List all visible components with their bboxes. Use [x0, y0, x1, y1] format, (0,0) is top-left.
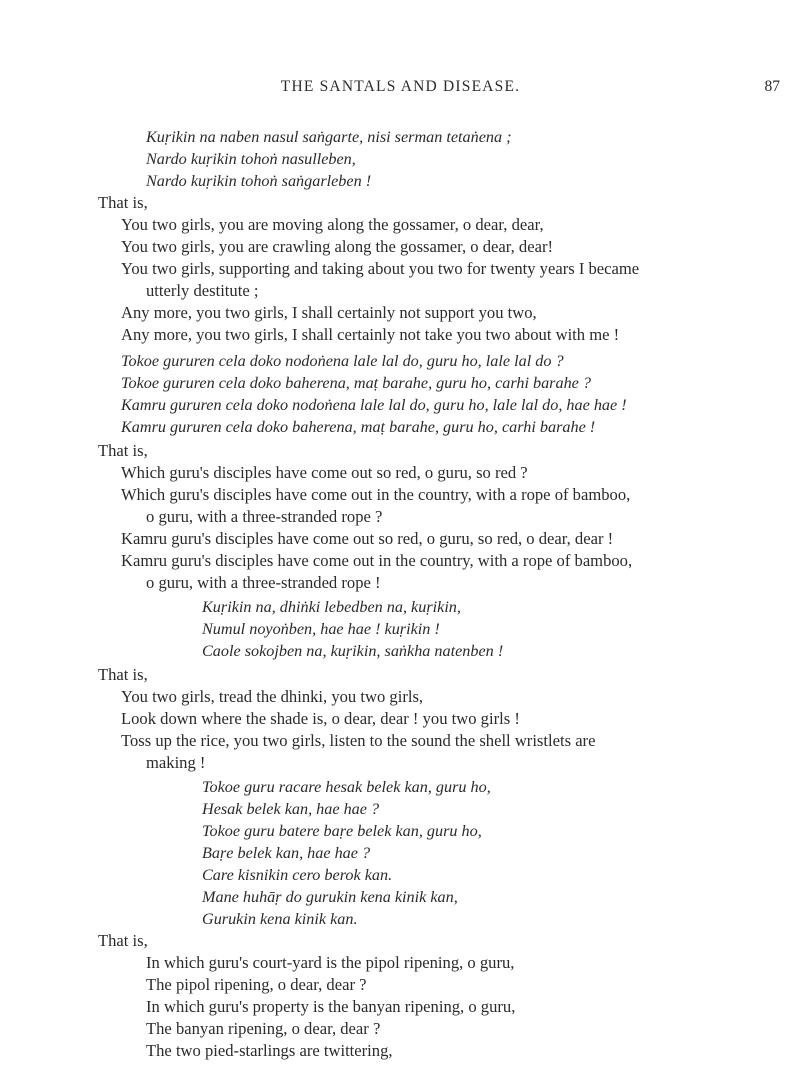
santali-verse-line: Hesak belek kan, hae hae ?: [202, 800, 380, 818]
santali-verse-line: Kamru gururen cela doko nodoṅena lale lal do, guru ho, lale lal do, hae hae !: [121, 396, 627, 414]
santali-verse-line: Tokoe gururen cela doko baherena, maṭ barahe, guru ho, carhi barahe ?: [121, 374, 591, 392]
translation-line: Look down where the shade is, o dear, dear ! you two girls !: [121, 709, 520, 728]
translation-line: Toss up the rice, you two girls, listen to the sound the shell wristlets are: [121, 731, 596, 750]
santali-verse-line: Mane huhāṛ do gurukin kena kinik kan,: [202, 888, 458, 906]
santali-verse-line: Kuṛikin na naben nasul saṅgarte, nisi serman tetaṅena ;: [146, 128, 512, 146]
translation-line: In which guru's property is the banyan ripening, o guru,: [146, 997, 516, 1016]
translation-line: Which guru's disciples have come out in the country, with a rope of bamboo,: [121, 485, 631, 504]
page-number: 87: [764, 78, 780, 95]
translation-line: You two girls, you are moving along the gossamer, o dear, dear,: [121, 215, 544, 234]
translation-line: In which guru's court-yard is the pipol ripening, o guru,: [146, 953, 515, 972]
santali-verse-line: Kamru gururen cela doko baherena, maṭ barahe, guru ho, carhi barahe !: [121, 418, 596, 436]
translation-line: o guru, with a three-stranded rope !: [146, 573, 381, 592]
santali-verse-line: Baṛe belek kan, hae hae ?: [202, 844, 371, 862]
page-header: [0, 78, 801, 102]
santali-verse-line: Care kisnikin cero berok kan.: [202, 866, 393, 884]
santali-verse-line: Tokoe guru racare hesak belek kan, guru ho,: [202, 778, 491, 796]
translation-line: Any more, you two girls, I shall certainly not take you two about with me !: [121, 325, 620, 344]
santali-verse-line: Tokoe gururen cela doko nodoṅena lale lal do, guru ho, lale lal do ?: [121, 352, 564, 370]
translation-line: Kamru guru's disciples have come out so red, o guru, so red, o dear, dear !: [121, 529, 614, 548]
translation-line: Which guru's disciples have come out so red, o guru, so red ?: [121, 463, 528, 482]
translation-line: o guru, with a three-stranded rope ?: [146, 507, 383, 526]
translation-line: You two girls, you are crawling along the gossamer, o dear, dear!: [121, 237, 553, 256]
translation-line: That is,: [98, 193, 148, 212]
translation-line: That is,: [98, 665, 148, 684]
santali-verse-line: Kuṛikin na, dhiṅki lebedben na, kuṛikin,: [202, 598, 461, 616]
translation-line: utterly destitute ;: [146, 281, 259, 300]
santali-verse-line: Numul noyoṅben, hae hae ! kuṛikin !: [202, 620, 440, 638]
translation-line: Kamru guru's disciples have come out in the country, with a rope of bamboo,: [121, 551, 633, 570]
translation-line: The pipol ripening, o dear, dear ?: [146, 975, 367, 994]
translation-line: You two girls, tread the dhinki, you two girls,: [121, 687, 424, 706]
translation-line: The two pied-starlings are twittering,: [146, 1041, 393, 1060]
translation-line: You two girls, supporting and taking about you two for twenty years I became: [121, 259, 640, 278]
translation-line: That is,: [98, 931, 148, 950]
translation-line: The banyan ripening, o dear, dear ?: [146, 1019, 381, 1038]
translation-line: making !: [146, 753, 206, 772]
santali-verse-line: Nardo kuṛikin tohoṅ saṅgarleben !: [146, 172, 372, 190]
translation-line: Any more, you two girls, I shall certainly not support you two,: [121, 303, 537, 322]
santali-verse-line: Gurukin kena kinik kan.: [202, 910, 358, 928]
santali-verse-line: Tokoe guru batere baṛe belek kan, guru ho,: [202, 822, 482, 840]
santali-verse-line: Caole sokojben na, kuṛikin, saṅkha natenben !: [202, 642, 504, 660]
santali-verse-line: Nardo kuṛikin tohoṅ nasulleben,: [146, 150, 356, 168]
running-head: THE SANTALS AND DISEASE.: [280, 78, 521, 95]
translation-line: That is,: [98, 441, 148, 460]
